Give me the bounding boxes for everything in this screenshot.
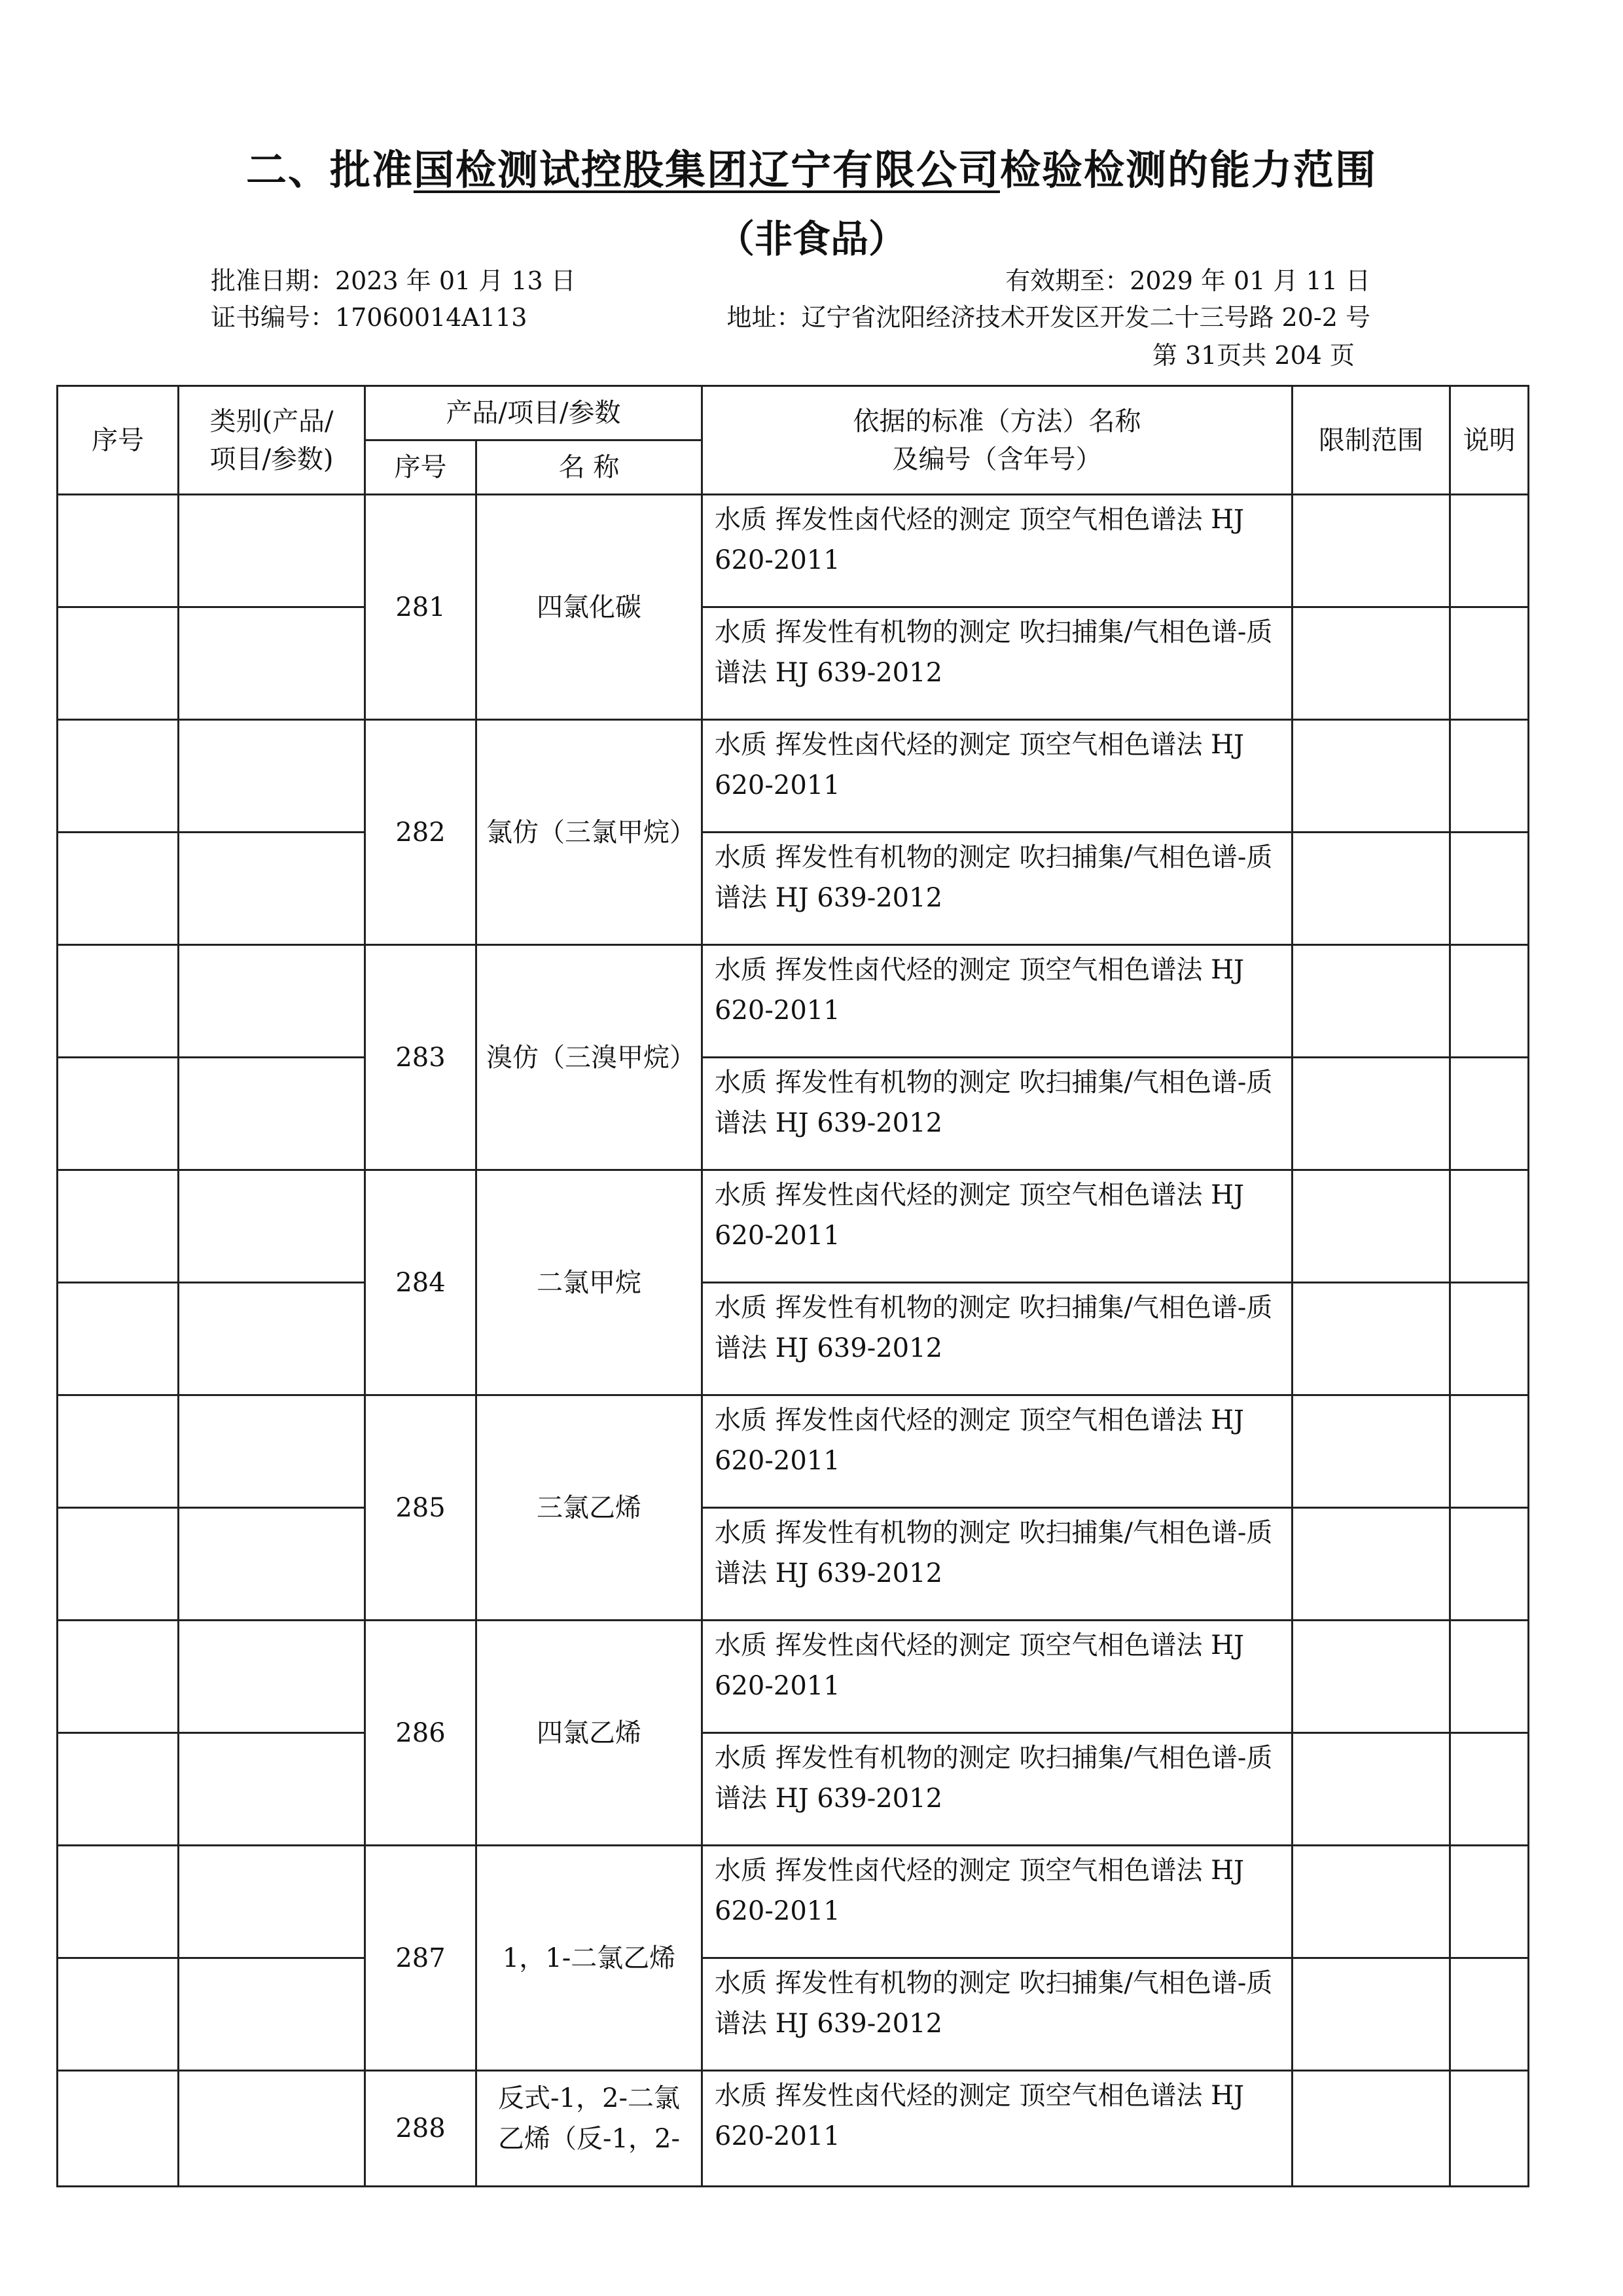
note-cell bbox=[1450, 1958, 1529, 2071]
seq-cell bbox=[58, 1508, 179, 1621]
limit-cell bbox=[1293, 1508, 1450, 1621]
seq-cell bbox=[58, 1733, 179, 1846]
page-title bbox=[0, 137, 1623, 196]
limit-cell bbox=[1293, 1958, 1450, 2071]
standard-cell: 水质 挥发性卤代烃的测定 顶空气相色谱法 HJ 620-2011 bbox=[702, 1846, 1293, 1958]
limit-cell bbox=[1293, 2071, 1450, 2187]
item-name: 三氯乙烯 bbox=[476, 1395, 702, 1621]
note-cell bbox=[1450, 1395, 1529, 1508]
seq-cell bbox=[58, 607, 179, 720]
table-row bbox=[58, 1621, 1529, 1733]
approval-date: 批准日期：2023 年 01 月 13 日 bbox=[211, 266, 576, 295]
table-row bbox=[58, 1958, 1529, 2071]
title-prefix: 二、批准 bbox=[245, 146, 414, 194]
standard-cell: 水质 挥发性有机物的测定 吹扫捕集/气相色谱-质谱法 HJ 639-2012 bbox=[702, 607, 1293, 720]
header-standard bbox=[702, 386, 1293, 495]
limit-cell bbox=[1293, 495, 1450, 607]
limit-cell bbox=[1293, 945, 1450, 1058]
standard-cell: 水质 挥发性有机物的测定 吹扫捕集/气相色谱-质谱法 HJ 639-2012 bbox=[702, 1958, 1293, 2071]
note-cell bbox=[1450, 1170, 1529, 1283]
limit-cell bbox=[1293, 1846, 1450, 1958]
standard-cell: 水质 挥发性卤代烃的测定 顶空气相色谱法 HJ 620-2011 bbox=[702, 1170, 1293, 1283]
note-cell bbox=[1450, 1058, 1529, 1170]
seq-cell bbox=[58, 833, 179, 945]
category-cell bbox=[179, 1958, 365, 2071]
item-number: 286 bbox=[365, 1621, 476, 1846]
seq-cell bbox=[58, 2071, 179, 2187]
valid-until: 有效期至：2029 年 01 月 11 日 bbox=[1005, 266, 1370, 295]
seq-cell bbox=[58, 1170, 179, 1283]
category-cell bbox=[179, 720, 365, 833]
note-cell bbox=[1450, 833, 1529, 945]
item-name: 二氯甲烷 bbox=[476, 1170, 702, 1395]
table-row bbox=[58, 2071, 1529, 2187]
table-row bbox=[58, 495, 1529, 607]
table-header-row bbox=[58, 386, 1529, 440]
title-suffix: 检验检测的能力范围 bbox=[1000, 146, 1378, 194]
seq-cell bbox=[58, 1395, 179, 1508]
table-row bbox=[58, 720, 1529, 833]
limit-cell bbox=[1293, 1283, 1450, 1395]
limit-cell bbox=[1293, 1170, 1450, 1283]
standard-cell: 水质 挥发性有机物的测定 吹扫捕集/气相色谱-质谱法 HJ 639-2012 bbox=[702, 833, 1293, 945]
note-cell bbox=[1450, 1733, 1529, 1846]
standard-cell: 水质 挥发性卤代烃的测定 顶空气相色谱法 HJ 620-2011 bbox=[702, 720, 1293, 833]
limit-cell bbox=[1293, 1621, 1450, 1733]
note-cell bbox=[1450, 2071, 1529, 2187]
category-cell bbox=[179, 495, 365, 607]
page-info: 第 31页共 204 页 bbox=[1152, 341, 1355, 370]
capability-table bbox=[56, 385, 1529, 2187]
note-cell bbox=[1450, 945, 1529, 1058]
category-cell bbox=[179, 1283, 365, 1395]
note-cell bbox=[1450, 607, 1529, 720]
category-cell bbox=[179, 833, 365, 945]
header-limit: 限制范围 bbox=[1293, 386, 1450, 495]
category-cell bbox=[179, 945, 365, 1058]
header-seq: 序号 bbox=[58, 386, 179, 495]
table-row bbox=[58, 945, 1529, 1058]
seq-cell bbox=[58, 945, 179, 1058]
note-cell bbox=[1450, 1508, 1529, 1621]
table-row bbox=[58, 1508, 1529, 1621]
item-number: 282 bbox=[365, 720, 476, 945]
seq-cell bbox=[58, 1846, 179, 1958]
standard-cell: 水质 挥发性卤代烃的测定 顶空气相色谱法 HJ 620-2011 bbox=[702, 1621, 1293, 1733]
item-number: 288 bbox=[365, 2071, 476, 2187]
header-standard-line2: 及编号（含年号） bbox=[892, 444, 1102, 475]
seq-cell bbox=[58, 720, 179, 833]
note-cell bbox=[1450, 1846, 1529, 1958]
standard-cell: 水质 挥发性卤代烃的测定 顶空气相色谱法 HJ 620-2011 bbox=[702, 1395, 1293, 1508]
seq-cell bbox=[58, 1621, 179, 1733]
item-number: 287 bbox=[365, 1846, 476, 2071]
seq-cell bbox=[58, 495, 179, 607]
seq-cell bbox=[58, 1058, 179, 1170]
note-cell bbox=[1450, 1621, 1529, 1733]
item-name: 四氯化碳 bbox=[476, 495, 702, 720]
header-standard-line1: 依据的标准（方法）名称 bbox=[853, 406, 1141, 437]
limit-cell bbox=[1293, 607, 1450, 720]
header-note: 说明 bbox=[1450, 386, 1529, 495]
header-name: 名 称 bbox=[476, 440, 702, 495]
table-row bbox=[58, 1058, 1529, 1170]
limit-cell bbox=[1293, 1395, 1450, 1508]
limit-cell bbox=[1293, 1058, 1450, 1170]
table-row bbox=[58, 1283, 1529, 1395]
standard-cell: 水质 挥发性有机物的测定 吹扫捕集/气相色谱-质谱法 HJ 639-2012 bbox=[702, 1733, 1293, 1846]
standard-cell: 水质 挥发性卤代烃的测定 顶空气相色谱法 HJ 620-2011 bbox=[702, 495, 1293, 607]
item-name: 氯仿（三氯甲烷） bbox=[476, 720, 702, 945]
category-cell bbox=[179, 607, 365, 720]
item-name: 1，1-二氯乙烯 bbox=[476, 1846, 702, 2071]
limit-cell bbox=[1293, 833, 1450, 945]
item-number: 285 bbox=[365, 1395, 476, 1621]
table-row bbox=[58, 1733, 1529, 1846]
category-cell bbox=[179, 1508, 365, 1621]
note-cell bbox=[1450, 1283, 1529, 1395]
category-cell bbox=[179, 1058, 365, 1170]
table-row bbox=[58, 1395, 1529, 1508]
category-cell bbox=[179, 1170, 365, 1283]
standard-cell: 水质 挥发性有机物的测定 吹扫捕集/气相色谱-质谱法 HJ 639-2012 bbox=[702, 1058, 1293, 1170]
table-row bbox=[58, 1170, 1529, 1283]
certificate-number: 证书编号：17060014A113 bbox=[211, 303, 527, 332]
address: 地址：辽宁省沈阳经济技术开发区开发二十三号路 20-2 号 bbox=[726, 303, 1370, 332]
table-row bbox=[58, 1846, 1529, 1958]
item-number: 284 bbox=[365, 1170, 476, 1395]
category-cell bbox=[179, 1621, 365, 1733]
standard-cell: 水质 挥发性卤代烃的测定 顶空气相色谱法 HJ 620-2011 bbox=[702, 2071, 1293, 2187]
item-number: 281 bbox=[365, 495, 476, 720]
standard-cell: 水质 挥发性卤代烃的测定 顶空气相色谱法 HJ 620-2011 bbox=[702, 945, 1293, 1058]
header-product-group: 产品/项目/参数 bbox=[365, 386, 702, 440]
item-name: 四氯乙烯 bbox=[476, 1621, 702, 1846]
limit-cell bbox=[1293, 1733, 1450, 1846]
seq-cell bbox=[58, 1958, 179, 2071]
table-row bbox=[58, 833, 1529, 945]
category-cell bbox=[179, 1846, 365, 1958]
note-cell bbox=[1450, 720, 1529, 833]
category-cell bbox=[179, 1395, 365, 1508]
table-row bbox=[58, 607, 1529, 720]
category-cell bbox=[179, 2071, 365, 2187]
page-subtitle: （非食品） bbox=[716, 217, 906, 261]
item-name: 反式-1，2-二氯乙烯（反-1，2- bbox=[476, 2071, 702, 2187]
title-organization: 国检测试控股集团辽宁有限公司 bbox=[413, 146, 1000, 194]
standard-cell: 水质 挥发性有机物的测定 吹扫捕集/气相色谱-质谱法 HJ 639-2012 bbox=[702, 1283, 1293, 1395]
category-cell bbox=[179, 1733, 365, 1846]
standard-cell: 水质 挥发性有机物的测定 吹扫捕集/气相色谱-质谱法 HJ 639-2012 bbox=[702, 1508, 1293, 1621]
item-number: 283 bbox=[365, 945, 476, 1170]
header-sub-seq: 序号 bbox=[365, 440, 476, 495]
seq-cell bbox=[58, 1283, 179, 1395]
limit-cell bbox=[1293, 720, 1450, 833]
item-name: 溴仿（三溴甲烷） bbox=[476, 945, 702, 1170]
header-category: 类别(产品/项目/参数) bbox=[179, 386, 365, 495]
note-cell bbox=[1450, 495, 1529, 607]
